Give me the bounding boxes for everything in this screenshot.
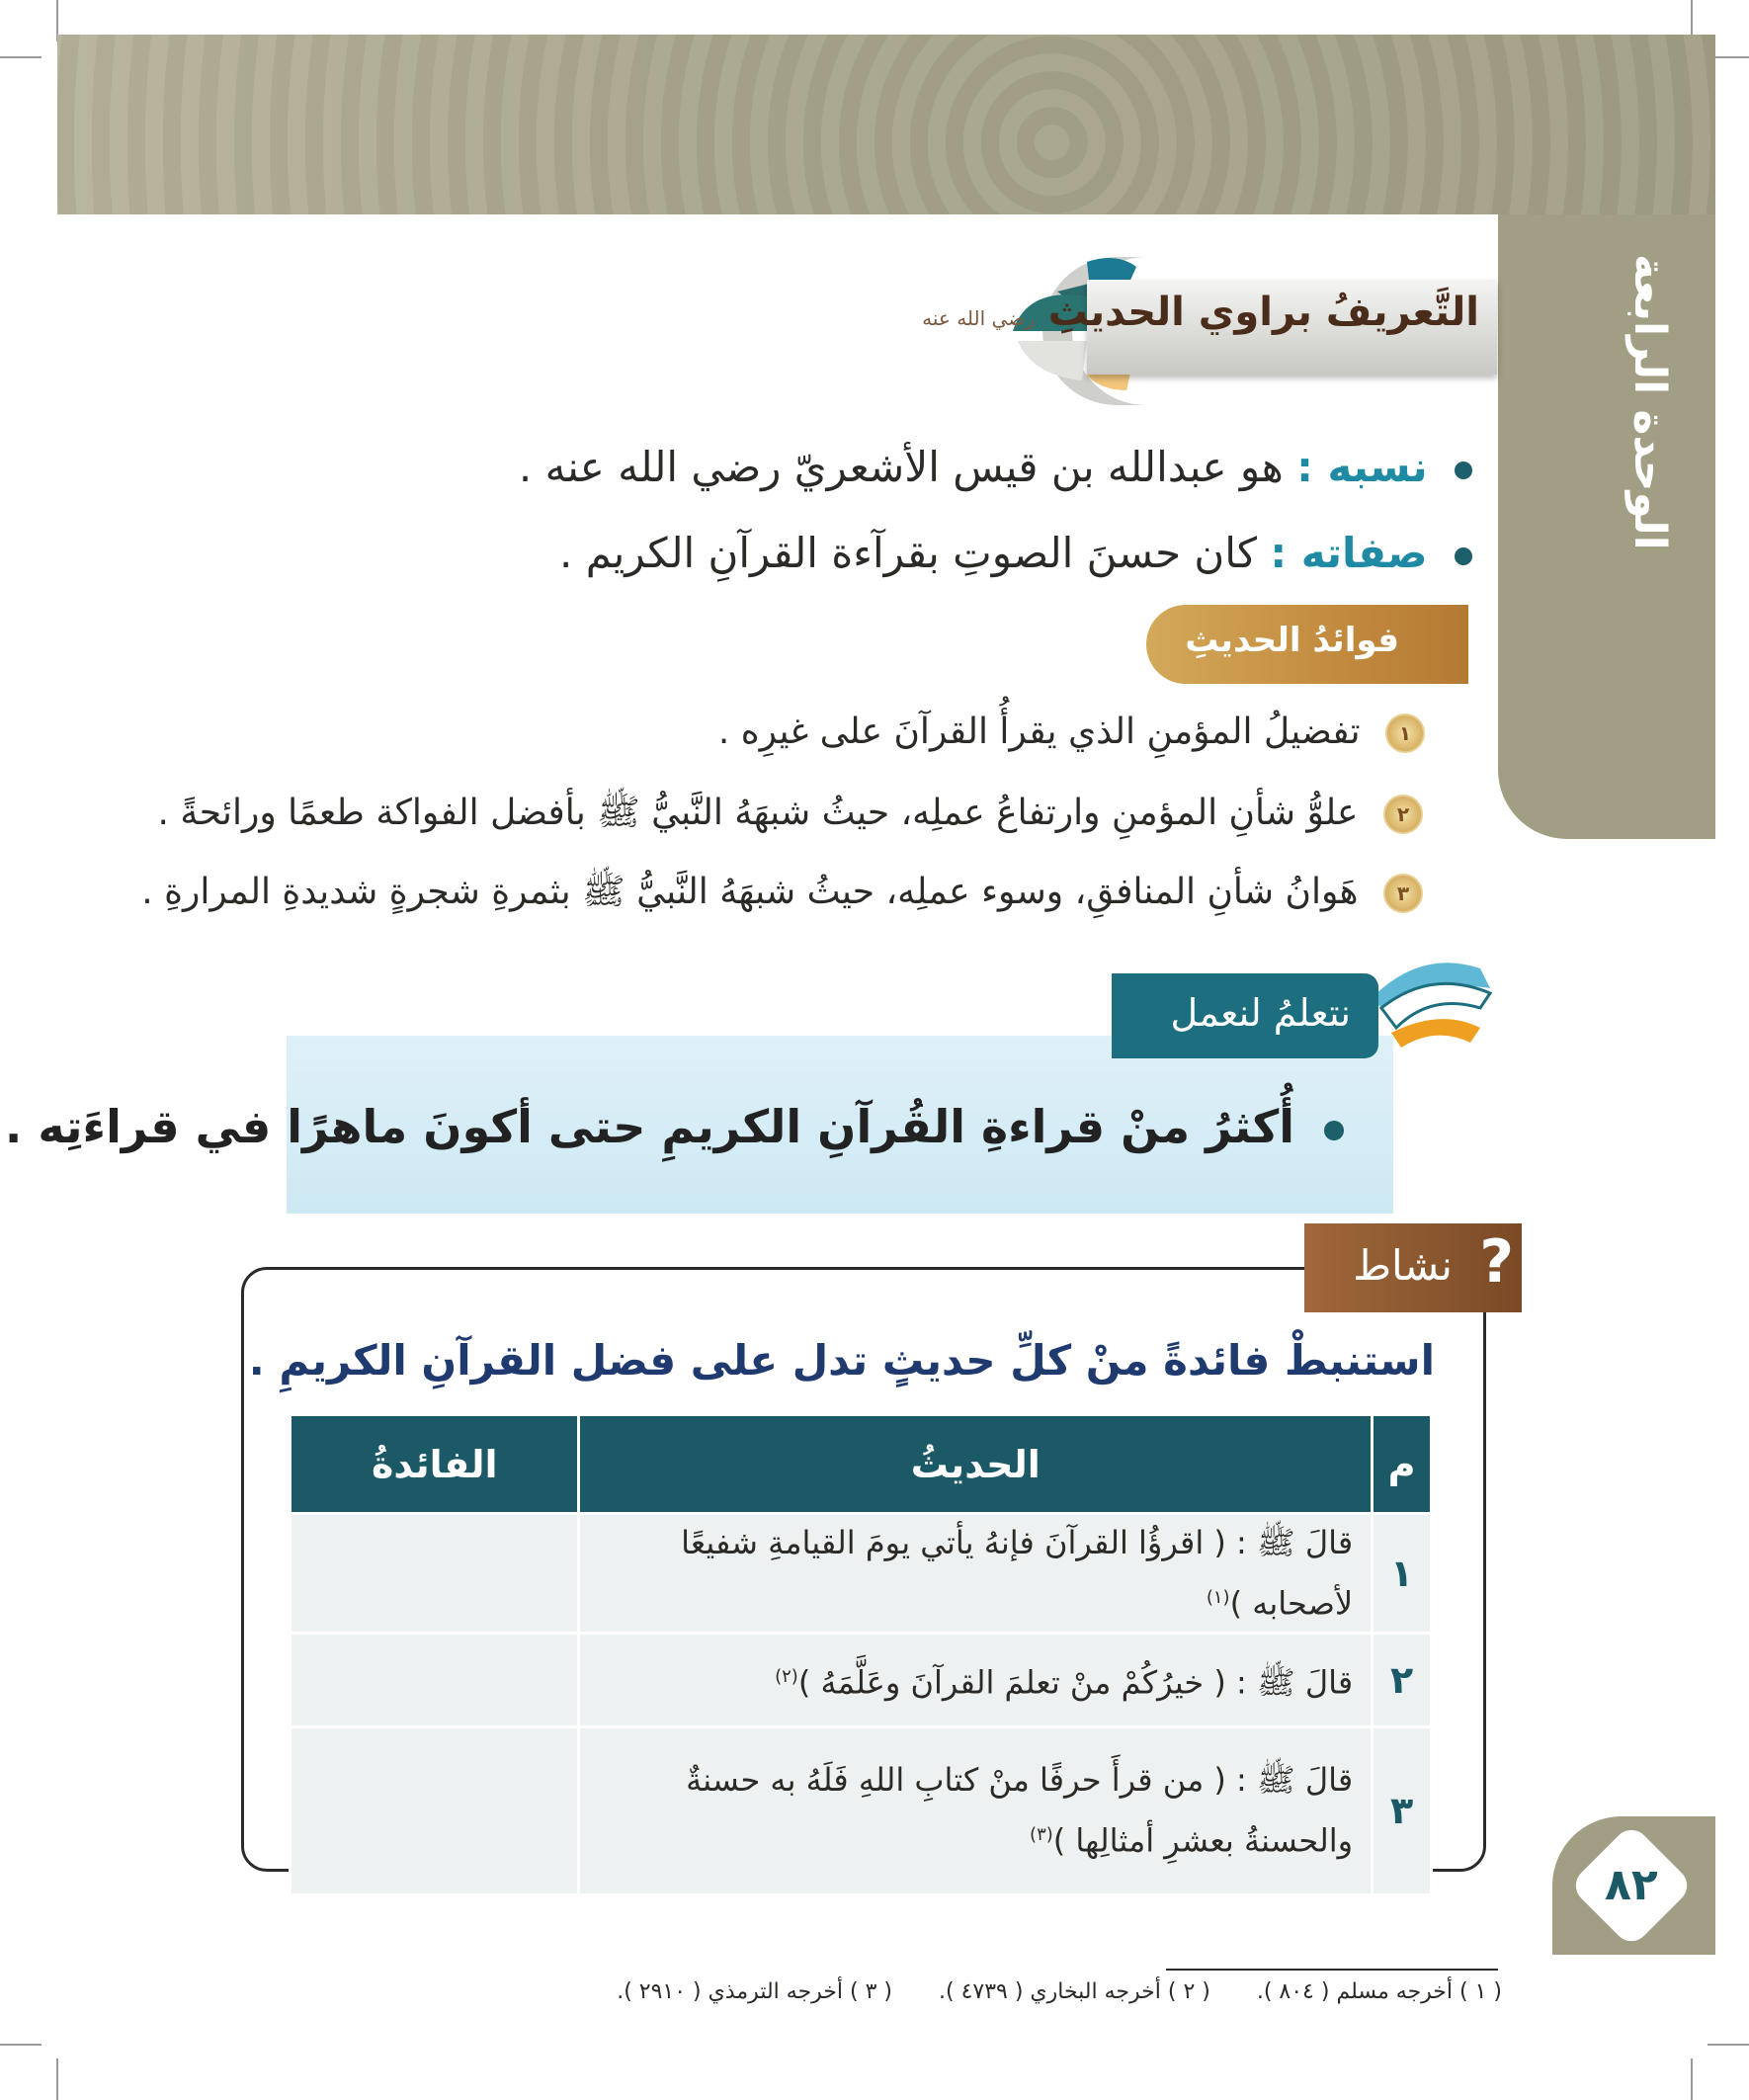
learn-to-work-label: نتعلمُ لنعمل [1170, 991, 1351, 1035]
narrator-traits-line [559, 529, 1472, 577]
honorific-mark: رضي الله عنه [922, 306, 1035, 330]
activity-instruction: استنبطْ فائدةً منْ كلِّ حديثٍ تدل على فضل القرآنِ الكريمِ . [248, 1336, 1435, 1385]
bullet-icon [1455, 547, 1472, 565]
footnotes [577, 1979, 1502, 2004]
bullet-icon [1455, 462, 1472, 479]
hadith-text: قالَ ﷺ : ( خيرُكُمْ منْ تعلمَ القرآنَ وعَلَّمَهُ ) [797, 1663, 1354, 1702]
traits-label: صفاته : [1270, 529, 1428, 577]
footnote-2: ( ٢ ) أخرجه البخاري ( ٤٧٣٩ ). [939, 1979, 1210, 2004]
table-row [291, 1514, 1432, 1634]
footnote-divider [1166, 1969, 1498, 1971]
benefits-tab-label: فوائدُ الحديثِ [1185, 621, 1399, 660]
table-header-row [291, 1415, 1432, 1514]
number-badge-icon: ٢ [1383, 795, 1423, 834]
table-row [291, 1726, 1432, 1894]
benefit-cell[interactable] [291, 1514, 579, 1634]
crop-mark [1707, 2044, 1749, 2046]
traits-text: كان حسنَ الصوتِ بقرآءة القرآنِ الكريم . [559, 529, 1258, 577]
section-banner [922, 252, 1497, 410]
benefit-text: علوُّ شأنِ المؤمنِ وارتفاعُ عملِه، حيثُ شبهَهُ النَّبيُّ ﷺ بأفضل الفواكة طعمًا ورائحةً . [157, 793, 1359, 833]
book-icon [1362, 939, 1500, 1077]
hadith-cell [579, 1514, 1373, 1634]
row-num: ٢ [1373, 1633, 1432, 1726]
banner-bar [922, 280, 1497, 375]
page-number: ٨٢ [1605, 1860, 1658, 1910]
learn-to-work-text: أُكثرُ منْ قراءةِ القُرآنِ الكريمِ حتى أكونَ ماهرًا في قراءَتِه . [4, 1100, 1294, 1153]
hadith-cell [579, 1726, 1373, 1894]
header-decorative-band [57, 35, 1715, 214]
footnote-ref: (٢) [775, 1665, 798, 1687]
number-badge-icon: ١ [1385, 714, 1425, 753]
question-mark-icon: ? [1479, 1227, 1514, 1297]
benefits-tab [1117, 605, 1468, 684]
crop-mark [0, 56, 42, 58]
unit-side-tab [1498, 214, 1715, 839]
benefits-tab-bar [1146, 605, 1468, 684]
benefit-cell[interactable] [291, 1633, 579, 1726]
crop-mark [0, 2044, 42, 2046]
header-hadith: الحديثُ [579, 1415, 1373, 1514]
section-title-text: التَّعريفُ براوي الحديثِ [1047, 290, 1479, 335]
footnote-1: ( ١ ) أخرجه مسلم ( ٨٠٤ ). [1256, 1979, 1502, 2004]
page-number-star [1568, 1822, 1694, 1948]
benefit-cell[interactable] [291, 1726, 579, 1894]
hadith-text: قالَ ﷺ : ( من قرأَ حرفًا منْ كتابِ اللهِ فَلَهُ به حسنةٌ والحسنةُ بعشرِ أمثالِها ) [686, 1761, 1354, 1860]
footnote-3: ( ٣ ) أخرجه الترمذي ( ٢٩١٠ ). [617, 1979, 892, 2004]
hadith-text: قالَ ﷺ : ( اقرؤُا القرآنَ فإنهُ يأتي يومَ القيامةِ شفيعًا لأصحابه ) [681, 1524, 1354, 1623]
page-number-badge [1552, 1816, 1715, 1955]
learn-to-work-tab [1112, 973, 1378, 1058]
header-num: م [1373, 1415, 1432, 1514]
lineage-text: هو عبدالله بن قيس الأشعريّ رضي الله عنه . [518, 443, 1284, 491]
footnote-ref: (٣) [1030, 1824, 1053, 1846]
bullet-icon [1324, 1121, 1344, 1140]
activity-tab-label: نشاط [1353, 1241, 1453, 1290]
crop-mark [56, 2058, 58, 2100]
section-title [922, 290, 1479, 335]
number-badge-icon: ٣ [1383, 874, 1423, 913]
learn-to-work-line [5, 1100, 1344, 1153]
table-row [291, 1633, 1432, 1726]
footnote-ref: (١) [1206, 1587, 1230, 1608]
crop-mark [1691, 2058, 1693, 2100]
hadith-cell [579, 1633, 1373, 1726]
benefit-item [141, 870, 1423, 921]
row-num: ٣ [1373, 1726, 1432, 1894]
benefit-text: تفضيلُ المؤمنِ الذي يقرأُ القرآنَ على غيرِه . [717, 712, 1361, 752]
hadith-table [289, 1413, 1433, 1896]
activity-tab [1304, 1223, 1522, 1312]
narrator-lineage-line [519, 443, 1472, 491]
lineage-label: نسبه : [1296, 443, 1428, 491]
row-num: ١ [1373, 1514, 1432, 1634]
benefit-item [158, 791, 1424, 842]
unit-label: الوحدة الرابعة [1624, 254, 1675, 550]
header-benefit: الفائدةُ [291, 1415, 579, 1514]
benefit-text: هَوانُ شأنِ المنافقِ، وسوء عملِه، حيثُ شبهَهُ النَّبيُّ ﷺ بثمرةِ شجرةٍ شديدةِ المرارةِ . [141, 872, 1359, 912]
benefit-item [718, 712, 1425, 753]
